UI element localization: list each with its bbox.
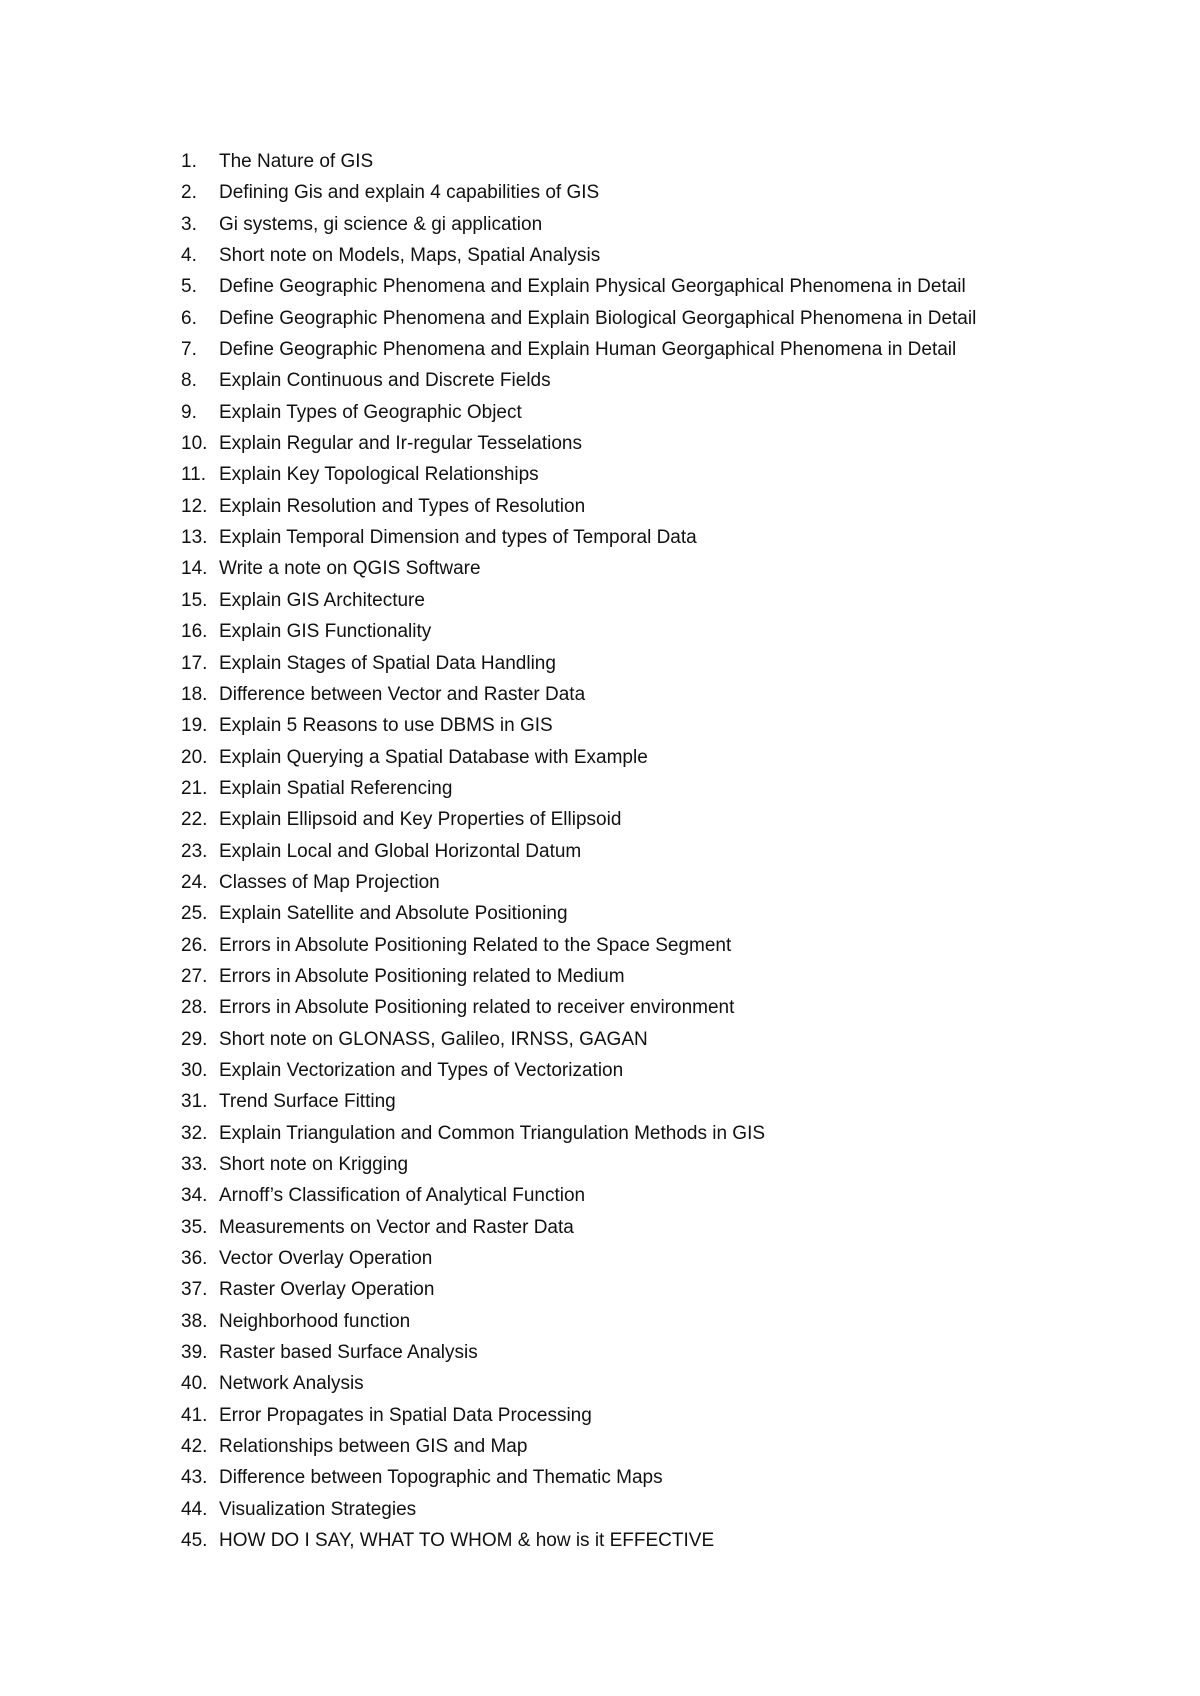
question-list bbox=[181, 146, 976, 1556]
question-text: Trend Surface Fitting bbox=[219, 1091, 396, 1113]
question-text: Explain GIS Functionality bbox=[219, 621, 432, 643]
question-item bbox=[181, 271, 976, 302]
question-item bbox=[181, 334, 976, 365]
question-text: Explain Local and Global Horizontal Datum bbox=[219, 840, 582, 862]
question-number: 44. bbox=[181, 1498, 208, 1520]
question-number: 13. bbox=[181, 527, 208, 549]
question-number: 3. bbox=[181, 213, 197, 235]
question-item bbox=[181, 459, 976, 490]
question-number: 32. bbox=[181, 1122, 208, 1144]
question-item bbox=[181, 585, 976, 616]
question-text: Raster Overlay Operation bbox=[219, 1279, 435, 1301]
question-item bbox=[181, 867, 976, 898]
question-text: Explain Querying a Spatial Database with Example bbox=[219, 746, 648, 768]
question-item bbox=[181, 553, 976, 584]
question-number: 23. bbox=[181, 840, 208, 862]
question-number: 7. bbox=[181, 339, 197, 361]
question-number: 16. bbox=[181, 621, 208, 643]
question-text: Explain Triangulation and Common Triangulation Methods in GIS bbox=[219, 1122, 766, 1144]
question-item bbox=[181, 1400, 976, 1431]
question-text: Difference between Topographic and Thematic Maps bbox=[219, 1467, 663, 1489]
question-number: 19. bbox=[181, 715, 208, 737]
question-item bbox=[181, 1462, 976, 1493]
question-item bbox=[181, 1525, 976, 1556]
question-number: 4. bbox=[181, 245, 197, 267]
question-text: Errors in Absolute Positioning Related to the Space Segment bbox=[219, 934, 732, 956]
question-text: Measurements on Vector and Raster Data bbox=[219, 1216, 574, 1238]
question-item bbox=[181, 1431, 976, 1462]
question-item bbox=[181, 365, 976, 396]
question-item bbox=[181, 1306, 976, 1337]
question-text: Explain Resolution and Types of Resolution bbox=[219, 495, 586, 517]
question-item bbox=[181, 303, 976, 334]
question-number: 34. bbox=[181, 1185, 208, 1207]
question-text: Explain Continuous and Discrete Fields bbox=[219, 370, 551, 392]
question-item bbox=[181, 1368, 976, 1399]
question-text: Arnoff’s Classification of Analytical Function bbox=[219, 1185, 586, 1207]
question-text: Network Analysis bbox=[219, 1373, 364, 1395]
question-number: 17. bbox=[181, 652, 208, 674]
question-item bbox=[181, 804, 976, 835]
question-item bbox=[181, 930, 976, 961]
question-text: Raster based Surface Analysis bbox=[219, 1342, 478, 1364]
question-text: Explain 5 Reasons to use DBMS in GIS bbox=[219, 715, 553, 737]
question-number: 20. bbox=[181, 746, 208, 768]
question-number: 24. bbox=[181, 871, 208, 893]
question-item bbox=[181, 992, 976, 1023]
question-item bbox=[181, 491, 976, 522]
question-text: Explain Vectorization and Types of Vectorization bbox=[219, 1059, 624, 1081]
question-text: Explain GIS Architecture bbox=[219, 589, 425, 611]
question-number: 8. bbox=[181, 370, 197, 392]
question-item bbox=[181, 1055, 976, 1086]
question-number: 15. bbox=[181, 589, 208, 611]
question-item bbox=[181, 961, 976, 992]
question-item bbox=[181, 209, 976, 240]
question-item bbox=[181, 428, 976, 459]
question-text: Errors in Absolute Positioning related to Medium bbox=[219, 965, 625, 987]
question-number: 29. bbox=[181, 1028, 208, 1050]
question-number: 28. bbox=[181, 997, 208, 1019]
question-text: Error Propagates in Spatial Data Processing bbox=[219, 1404, 592, 1426]
question-text: Short note on Models, Maps, Spatial Analysis bbox=[219, 245, 601, 267]
question-number: 26. bbox=[181, 934, 208, 956]
question-item bbox=[181, 710, 976, 741]
question-number: 14. bbox=[181, 558, 208, 580]
question-item bbox=[181, 177, 976, 208]
question-number: 31. bbox=[181, 1091, 208, 1113]
question-number: 27. bbox=[181, 965, 208, 987]
question-text: Explain Spatial Referencing bbox=[219, 777, 453, 799]
question-text: Define Geographic Phenomena and Explain Physical Georgaphical Phenomena in Detail bbox=[219, 276, 966, 298]
question-item bbox=[181, 1274, 976, 1305]
question-text: Explain Regular and Ir-regular Tesselations bbox=[219, 433, 582, 455]
question-number: 37. bbox=[181, 1279, 208, 1301]
question-text: Explain Types of Geographic Object bbox=[219, 401, 522, 423]
question-item bbox=[181, 1086, 976, 1117]
question-number: 11. bbox=[181, 464, 207, 486]
question-text: The Nature of GIS bbox=[219, 151, 374, 172]
question-item bbox=[181, 836, 976, 867]
question-item bbox=[181, 1180, 976, 1211]
question-item bbox=[181, 648, 976, 679]
question-item bbox=[181, 1024, 976, 1055]
question-item bbox=[181, 146, 976, 177]
question-number: 30. bbox=[181, 1059, 208, 1081]
question-item bbox=[181, 742, 976, 773]
question-text: Defining Gis and explain 4 capabilities of GIS bbox=[219, 182, 600, 204]
question-item bbox=[181, 1149, 976, 1180]
question-text: Write a note on QGIS Software bbox=[219, 558, 481, 580]
question-text: Define Geographic Phenomena and Explain Human Georgaphical Phenomena in Detail bbox=[219, 339, 957, 361]
question-text: Short note on GLONASS, Galileo, IRNSS, GAGAN bbox=[219, 1028, 648, 1050]
question-text: Errors in Absolute Positioning related to receiver environment bbox=[219, 997, 735, 1019]
question-number: 41. bbox=[181, 1404, 208, 1426]
question-text: HOW DO I SAY, WHAT TO WHOM & how is it EFFECTIVE bbox=[219, 1530, 715, 1552]
question-number: 43. bbox=[181, 1467, 208, 1489]
question-number: 22. bbox=[181, 809, 208, 831]
question-item bbox=[181, 1243, 976, 1274]
question-item bbox=[181, 898, 976, 929]
question-number: 2. bbox=[181, 182, 197, 204]
question-text: Relationships between GIS and Map bbox=[219, 1436, 528, 1458]
question-number: 45. bbox=[181, 1530, 208, 1552]
question-text: Vector Overlay Operation bbox=[219, 1248, 433, 1270]
question-number: 40. bbox=[181, 1373, 208, 1395]
question-text: Gi systems, gi science & gi application bbox=[219, 213, 543, 235]
question-number: 25. bbox=[181, 903, 208, 925]
question-number: 10. bbox=[181, 433, 208, 455]
question-number: 21. bbox=[181, 777, 208, 799]
question-item bbox=[181, 773, 976, 804]
question-number: 36. bbox=[181, 1248, 208, 1270]
question-item bbox=[181, 1337, 976, 1368]
question-item bbox=[181, 397, 976, 428]
question-text: Define Geographic Phenomena and Explain Biological Georgaphical Phenomena in Detail bbox=[219, 307, 977, 329]
question-text: Explain Stages of Spatial Data Handling bbox=[219, 652, 556, 674]
question-number: 38. bbox=[181, 1310, 208, 1332]
question-number: 33. bbox=[181, 1154, 208, 1175]
question-number: 35. bbox=[181, 1216, 208, 1238]
question-text: Visualization Strategies bbox=[219, 1498, 417, 1520]
question-item bbox=[181, 1494, 976, 1525]
question-item bbox=[181, 1118, 976, 1149]
question-number: 42. bbox=[181, 1436, 208, 1458]
question-number: 12. bbox=[181, 495, 208, 517]
question-number: 1. bbox=[181, 151, 197, 172]
question-number: 5. bbox=[181, 276, 197, 298]
question-text: Explain Key Topological Relationships bbox=[219, 464, 539, 486]
question-number: 6. bbox=[181, 307, 197, 329]
question-text: Classes of Map Projection bbox=[219, 871, 440, 893]
question-item bbox=[181, 240, 976, 271]
question-text: Explain Satellite and Absolute Positioning bbox=[219, 903, 568, 925]
question-item bbox=[181, 616, 976, 647]
question-text: Neighborhood function bbox=[219, 1310, 411, 1332]
question-text: Short note on Krigging bbox=[219, 1154, 409, 1175]
question-number: 9. bbox=[181, 401, 197, 423]
question-item bbox=[181, 679, 976, 710]
question-number: 18. bbox=[181, 683, 208, 705]
question-text: Difference between Vector and Raster Data bbox=[219, 683, 586, 705]
question-text: Explain Ellipsoid and Key Properties of Ellipsoid bbox=[219, 809, 622, 831]
question-number: 39. bbox=[181, 1342, 208, 1364]
question-item bbox=[181, 522, 976, 553]
question-text: Explain Temporal Dimension and types of Temporal Data bbox=[219, 527, 697, 549]
question-item bbox=[181, 1212, 976, 1243]
